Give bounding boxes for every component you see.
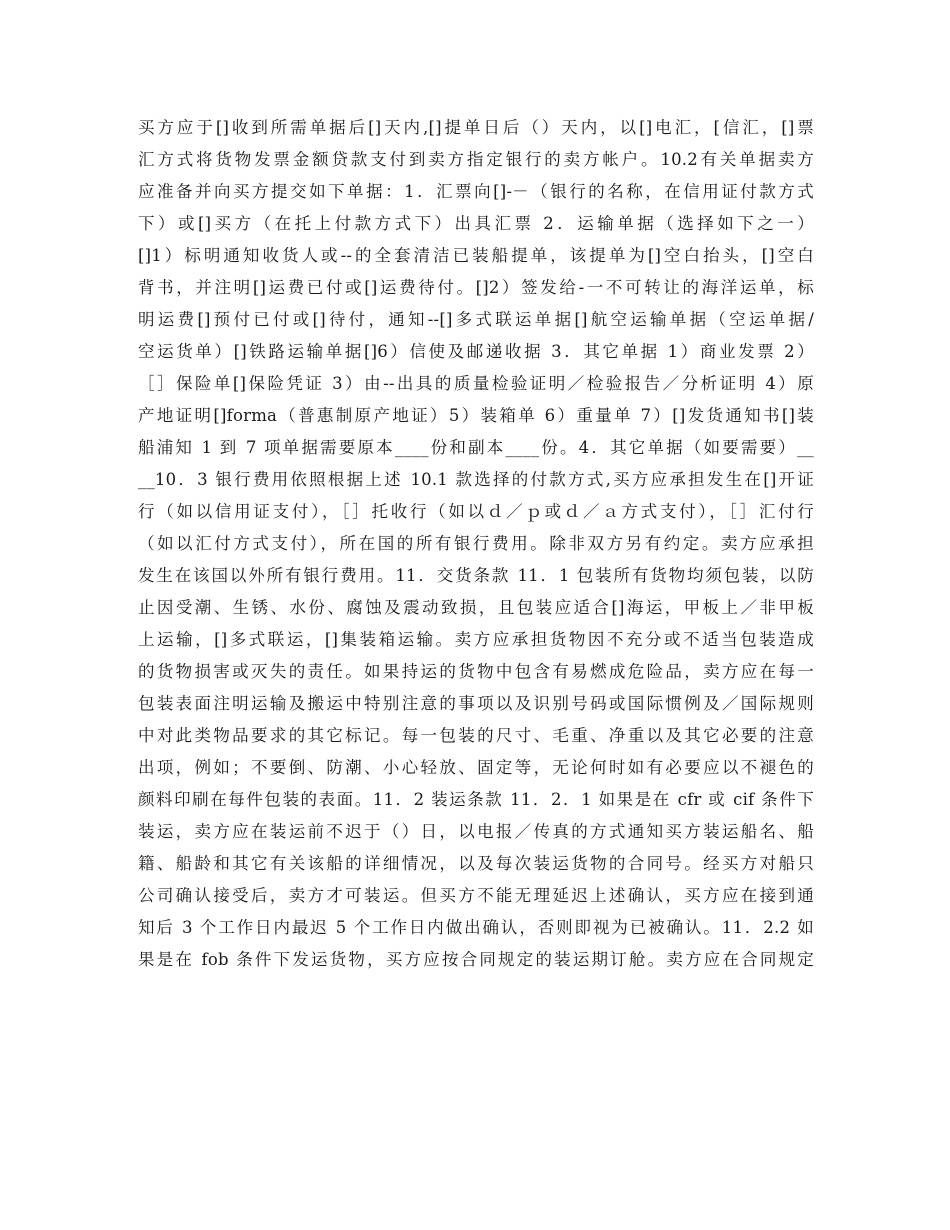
text-line: 产地证明[]forma（普惠制原产地证）5）装箱单 6）重量单 7）[]发货通知书[]装 [138, 406, 814, 425]
text-line: 颜料印刷在每件包装的表面。11．2 装运条款 11．2．1 如果是在 cfr 或 cif 条件下 [138, 790, 814, 809]
text-line: 买方应于[]收到所需单据后[]天内,[]提单日后（）天内，以[]电汇，[信汇，[]票 [138, 118, 814, 137]
text-line: __10．3 银行费用依照根据上述 10.1 款选择的付款方式,买方应承担发生在[]开证 [138, 470, 814, 489]
text-line: 船浦知 1 到 7 项单据需要原本____份和副本____份。4．其它单据（如要需要）__ [138, 438, 814, 457]
text-line: 上运输，[]多式联运，[]集装箱运输。卖方应承担货物因不充分或不适当包装造成 [138, 630, 814, 649]
text-line: 发生在该国以外所有银行费用。11．交货条款 11．1 包装所有货物均须包装，以防 [138, 566, 814, 585]
text-line: 应准备并向买方提交如下单据：1．汇票向[]-－（银行的名称，在信用证付款方式 [138, 182, 814, 201]
text-line: 出项，例如；不要倒、防潮、小心轻放、固定等，无论何时如有必要应以不褪色的 [138, 758, 814, 777]
text-line: 公司确认接受后，卖方才可装运。但买方不能无理延迟上述确认，买方应在接到通 [138, 886, 814, 905]
text-line: （如以汇付方式支付），所在国的所有银行费用。除非双方另有约定。卖方应承担 [138, 534, 814, 553]
text-line: 行（如以信用证支付），［］托收行（如以ｄ／ｐ或ｄ／ａ方式支付），［］汇付行 [138, 502, 814, 521]
text-line: 装运，卖方应在装运前不迟于（）日，以电报／传真的方式通知买方装运船名、船 [138, 822, 814, 841]
document-body [138, 112, 814, 976]
text-line: 知后 3 个工作日内最迟 5 个工作日内做出确认，否则即视为已被确认。11．2.2 如 [138, 918, 814, 937]
text-line: 籍、船龄和其它有关该船的详细情况，以及每次装运货物的合同号。经买方对船只 [138, 854, 814, 873]
text-line: 下）或[]买方（在托上付款方式下）出具汇票 2．运输单据（选择如下之一） [138, 214, 814, 233]
text-line: 中对此类物品要求的其它标记。每一包装的尺寸、毛重、净重以及其它必要的注意 [138, 726, 814, 745]
text-line: 汇方式将货物发票金额贷款支付到卖方指定银行的卖方帐户。10.2有关单据卖方 [138, 150, 814, 169]
text-line: 背书，并注明[]运费已付或[]运费待付。[]2）签发给-一不可转让的海洋运单，标 [138, 278, 814, 297]
text-line: []1）标明通知收货人或--的全套清洁已装船提单，该提单为[]空白抬头，[]空白 [138, 246, 814, 265]
text-line: ［］保险单[]保险凭证 3）由--出具的质量检验证明／检验报告／分析证明 4）原 [138, 374, 814, 393]
text-line: 止因受潮、生锈、水份、腐蚀及震动致损，且包装应适合[]海运，甲板上／非甲板 [138, 598, 814, 617]
text-line: 的货物损害或灭失的责任。如果持运的货物中包含有易燃成危险品，卖方应在每一 [138, 662, 814, 681]
text-line: 明运费[]预付已付或[]待付，通知--[]多式联运单据[]航空运输单据（空运单据/ [138, 310, 814, 329]
text-line: 空运货单）[]铁路运输单据[]6）信使及邮递收据 3．其它单据 1）商业发票 2） [138, 342, 814, 361]
text-line: 包装表面注明运输及搬运中特别注意的事项以及识别号码或国际惯例及／国际规则 [138, 694, 814, 713]
text-line: 果是在 fob 条件下发运货物，买方应按合同规定的装运期订舱。卖方应在合同规定 [138, 950, 814, 969]
